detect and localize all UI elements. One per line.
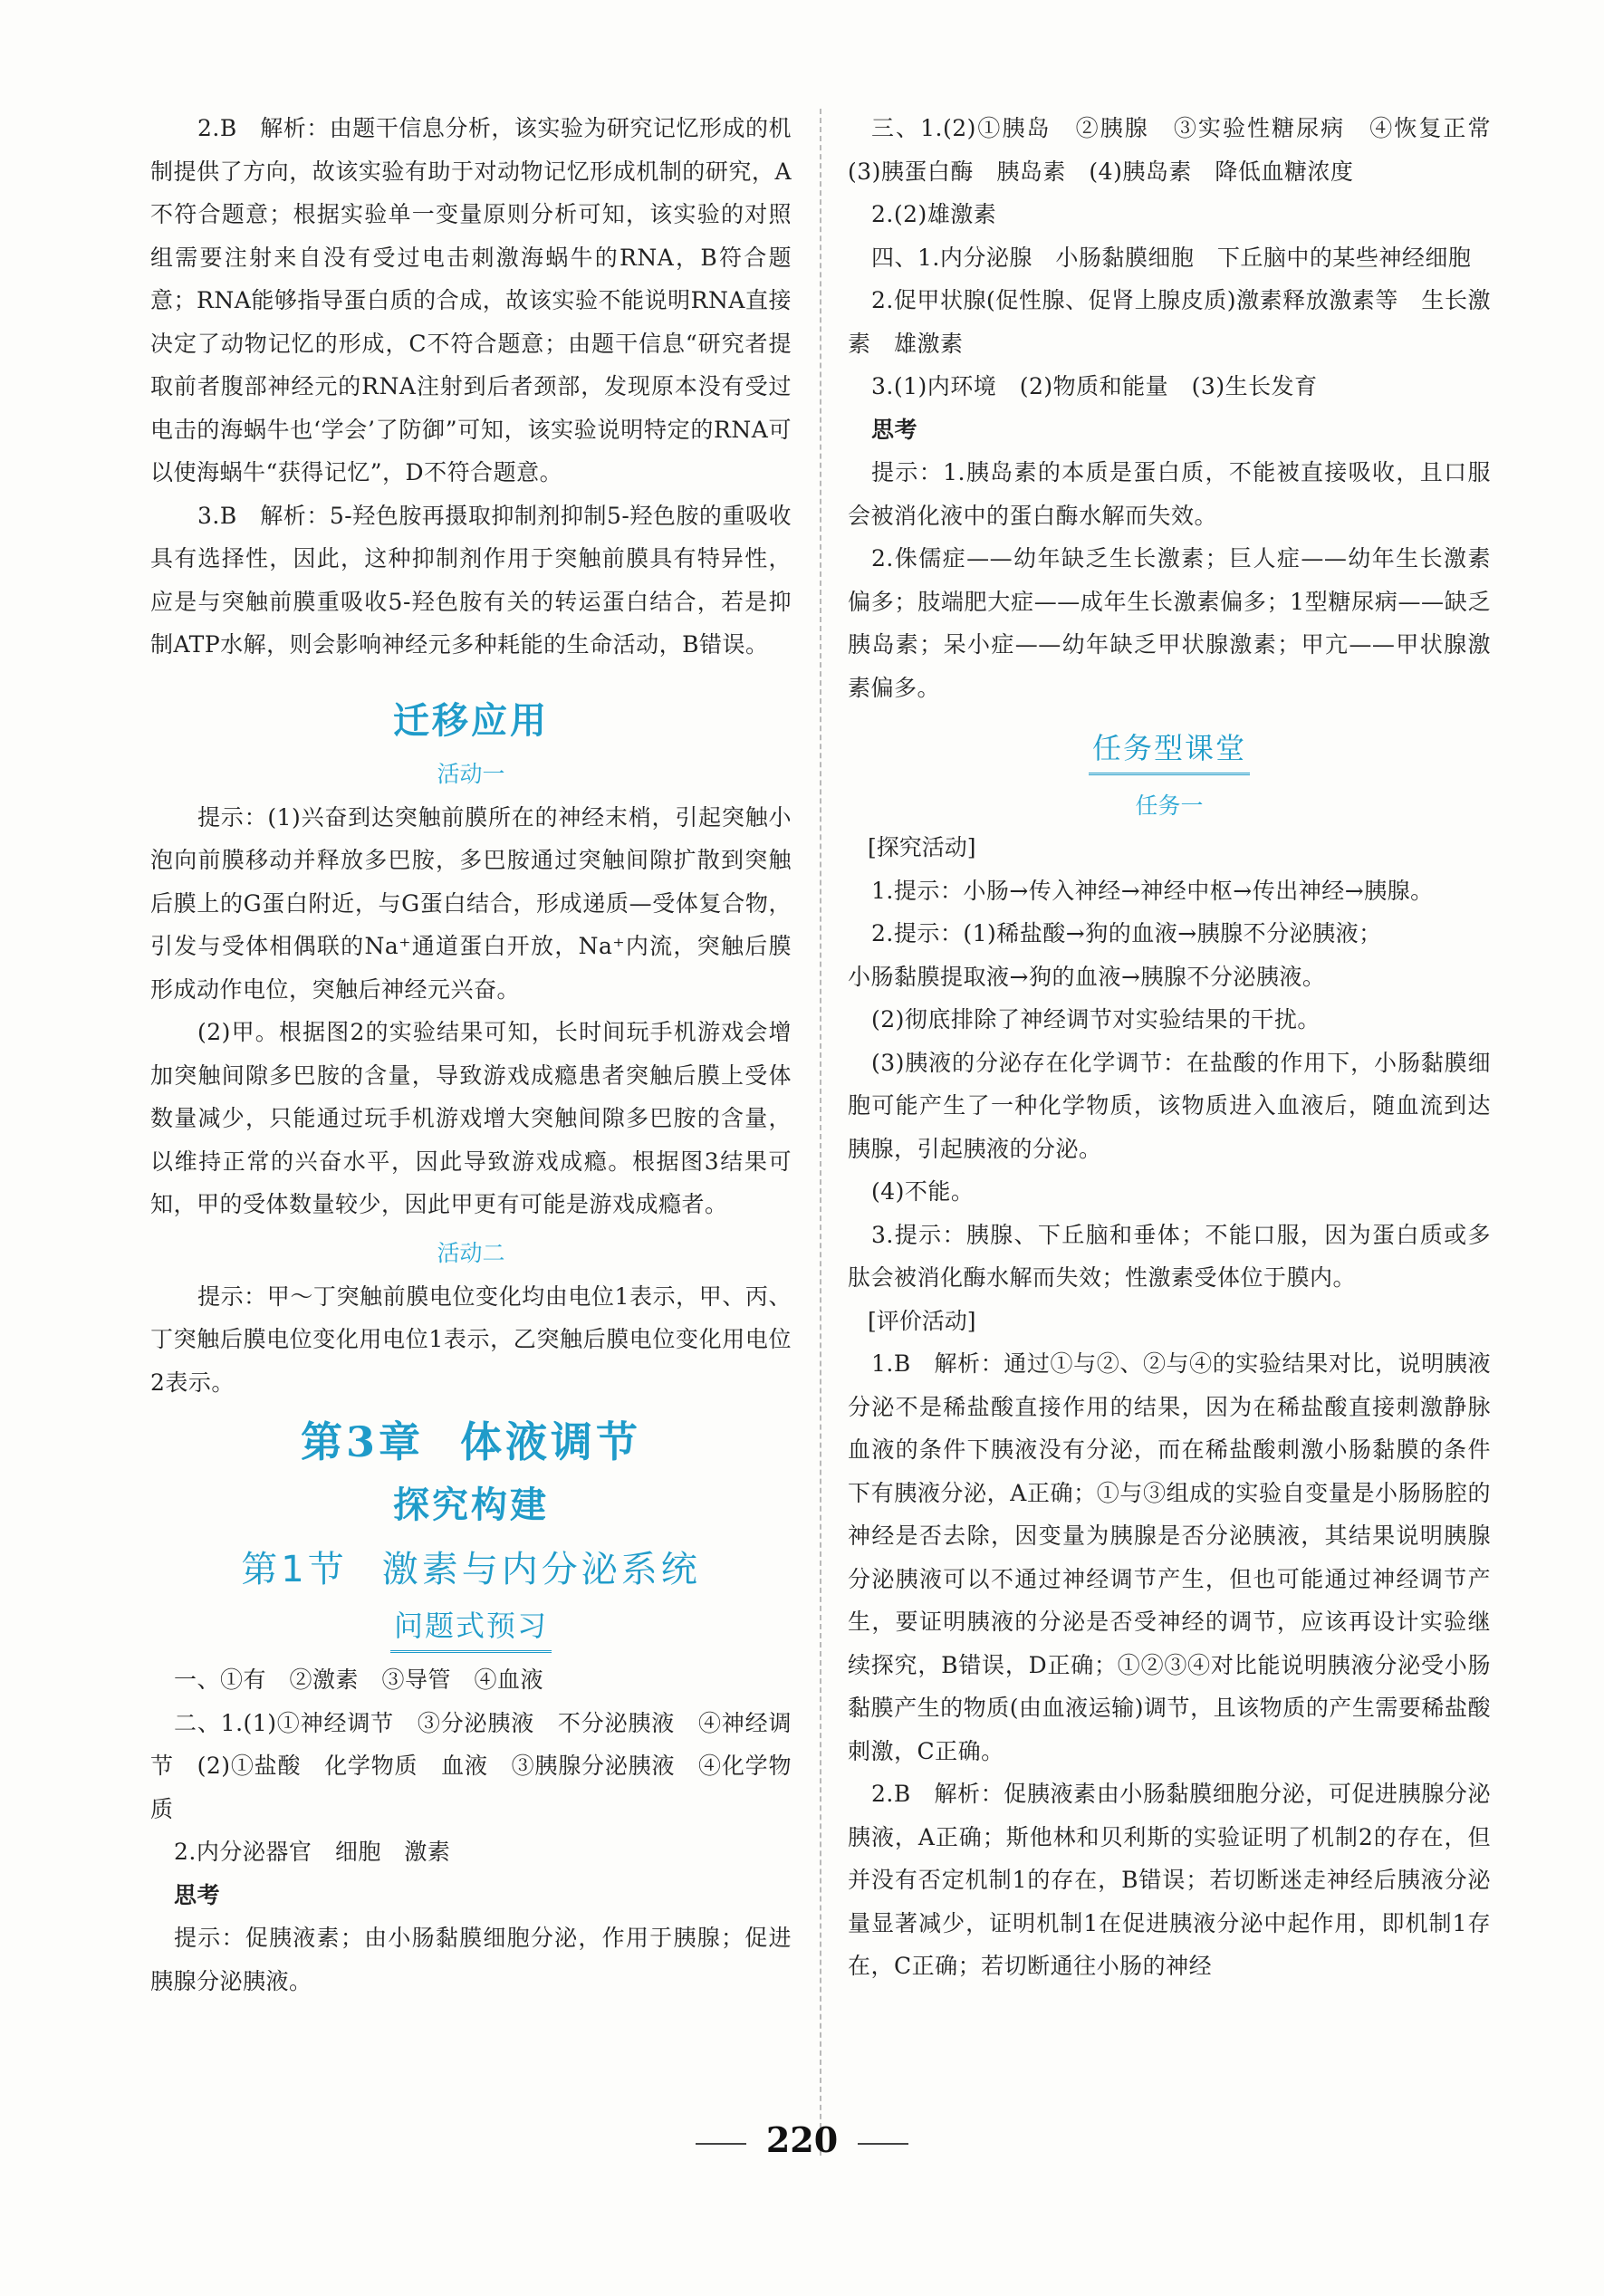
left-column bbox=[150, 107, 792, 2003]
preview-answer-3: 2.内分泌器官 细胞 激素 bbox=[174, 1839, 451, 1865]
explore-answer-2: 2.提示：(1)稀盐酸→狗的血液→胰腺不分泌胰液； bbox=[871, 920, 1382, 946]
explore-answer-2-4: (4)不能。 bbox=[871, 1178, 975, 1205]
page-number-text: 220 bbox=[765, 2119, 839, 2160]
task-class-title: 任务型课堂 bbox=[1089, 725, 1250, 775]
section-number: 第1节 bbox=[241, 1549, 348, 1590]
preview-answer-1: 一、①有 ②激素 ③导管 ④血液 bbox=[174, 1667, 544, 1693]
preview-answer-8: 3.(1)内环境 (2)物质和能量 (3)生长发育 bbox=[871, 373, 1318, 399]
preview-answer-6: 四、1.内分泌腺 小肠黏膜细胞 下丘脑中的某些神经细胞 bbox=[871, 244, 1472, 271]
explore-activity-label: [探究活动] bbox=[868, 834, 976, 860]
activity-1-answer-2: (2)甲。根据图2的实验结果可知，长时间玩手机游戏会增加突触间隙多巴胺的含量，导致游戏成瘾患者突触后膜上受体数量减少，只能通过玩手机游戏增大突触间隙多巴胺的含量，以维持正常的兴奋水平，因此导致游戏成瘾。根据图3结果可知，甲的受体数量较少，因此甲更有可能是游戏成瘾者。 bbox=[150, 1019, 792, 1217]
explore-answer-1: 1.提示：小肠→传入神经→神经中枢→传出神经→胰腺。 bbox=[871, 877, 1434, 904]
chapter-name: 体液调节 bbox=[460, 1417, 641, 1466]
preview-answer-2: 二、1.(1)①神经调节 ③分泌胰液 不分泌胰液 ④神经调节 (2)①盐酸 化学物质 血液 ③胰腺分泌胰液 ④化学物质 bbox=[150, 1709, 792, 1822]
think-hint-2: 2.侏儒症——幼年缺乏生长激素；巨人症——幼年生长激素偏多；肢端肥大症——成年生长激素偏多；1型糖尿病——缺乏胰岛素；呆小症——幼年缺乏甲状腺激素；甲亢——甲状腺激素偏多。 bbox=[848, 545, 1491, 701]
chapter-number: 第3章 bbox=[300, 1417, 424, 1466]
task-1-title: 任务一 bbox=[1135, 793, 1204, 819]
chapter-title bbox=[150, 1409, 792, 1469]
preview-answer-4: 三、1.(2)①胰岛 ②胰腺 ③实验性糖尿病 ④恢复正常 (3)胰蛋白酶 胰岛素 (4)胰岛素 降低血糖浓度 bbox=[848, 115, 1514, 185]
page-number bbox=[0, 2119, 1604, 2160]
think-hint: 提示：促胰液素；由小肠黏膜细胞分泌，作用于胰腺；促进胰腺分泌胰液。 bbox=[150, 1925, 792, 1994]
section-name: 激素与内分泌系统 bbox=[381, 1549, 701, 1590]
explore-answer-2b: 小肠黏膜提取液→狗的血液→胰腺不分泌胰液。 bbox=[848, 963, 1326, 990]
eval-answer-1: 1.B 解析：通过①与②、②与④的实验结果对比，说明胰液分泌不是稀盐酸直接作用的结果，因为在稀盐酸直接刺激静脉血液的条件下胰液没有分泌，而在稀盐酸刺激小肠黏膜的条件下有胰液分泌，A正确；①与③组成的实验自变量是小肠肠腔的神经是否去除，因变量为胰腺是否分泌胰液，其结果说明胰腺分泌胰液可以不通过神经调节产生，但也可能通过神经调节产生，要证明胰液的分泌是否受神经的调节，应该再设计实验继续探究，B错误，D正确；①②③④对比能说明胰液分泌受小肠黏膜产生的物质(由血液运输)调节，且该物质的产生需要稀盐酸刺激，C正确。 bbox=[848, 1350, 1491, 1764]
activity-2-title: 活动二 bbox=[437, 1239, 505, 1266]
eval-activity-label: [评价活动] bbox=[868, 1307, 976, 1334]
explore-build-title: 探究构建 bbox=[393, 1484, 549, 1526]
activity-2-hint: 提示：甲～丁突触前膜电位变化均由电位1表示，甲、丙、丁突触后膜电位变化用电位1表示，乙突触后膜电位变化用电位2表示。 bbox=[150, 1282, 792, 1396]
think-label: 思考 bbox=[174, 1881, 221, 1908]
answer-3b: 3.B 解析：5-羟色胺再摄取抑制剂抑制5-羟色胺的重吸收具有选择性，因此，这种抑制剂作用于突触前膜具有特异性，应是与突触前膜重吸收5-羟色胺有关的转运蛋白结合，若是抑制ATP水解，则会影响神经元多种耗能的生命活动，B错误。 bbox=[150, 502, 792, 658]
section-title bbox=[150, 1541, 792, 1592]
preview-answer-7: 2.促甲状腺(促性腺、促肾上腺皮质)激素释放激素等 生长激素 雄激素 bbox=[848, 287, 1491, 357]
right-column bbox=[848, 107, 1514, 1988]
explore-answer-2-3: (3)胰液的分泌存在化学调节：在盐酸的作用下，小肠黏膜细胞可能产生了一种化学物质，该物质进入血液后，随血流到达胰腺，引起胰液的分泌。 bbox=[848, 1049, 1491, 1162]
preview-title: 问题式预习 bbox=[390, 1603, 552, 1653]
column-divider bbox=[820, 109, 821, 2156]
eval-answer-2: 2.B 解析：促胰液素由小肠黏膜细胞分泌，可促进胰腺分泌胰液，A正确；斯他林和贝利斯的实验证明了机制2的存在，但并没有否定机制1的存在，B错误；若切断迷走神经后胰液分泌量显著减少，证明机制1在促进胰液分泌中起作用，即机制1存在，C正确；若切断通往小肠的神经 bbox=[848, 1781, 1491, 1979]
preview-answer-5: 2.(2)雄激素 bbox=[871, 201, 997, 227]
think-label-right: 思考 bbox=[871, 416, 918, 443]
section-title-transfer: 迁移应用 bbox=[393, 699, 549, 742]
explore-answer-3: 3.提示：胰腺、下丘脑和垂体；不能口服，因为蛋白质或多肽会被消化酶水解而失效；性激素受体位于膜内。 bbox=[848, 1221, 1491, 1291]
activity-1-title: 活动一 bbox=[437, 760, 505, 787]
activity-1-hint: 提示：(1)兴奋到达突触前膜所在的神经末梢，引起突触小泡向前膜移动并释放多巴胺，多巴胺通过突触间隙扩散到突触后膜上的G蛋白附近，与G蛋白结合，形成递质—受体复合物，引发与受体相偶联的Na⁺通道蛋白开放，Na⁺内流，突触后膜形成动作电位，突触后神经元兴奋。 bbox=[150, 803, 792, 1003]
explore-answer-2-2: (2)彻底排除了神经调节对实验结果的干扰。 bbox=[871, 1006, 1321, 1033]
answer-2b: 2.B 解析：由题干信息分析，该实验为研究记忆形成的机制提供了方向，故该实验有助于对动物记忆形成机制的研究，A不符合题意；根据实验单一变量原则分析可知，该实验的对照组需要注射来自没有受过电击刺激海蜗牛的RNA，B符合题意；RNA能够指导蛋白质的合成，故该实验不能说明RNA直接决定了动物记忆的形成，C不符合题意；由题干信息“研究者提取前者腹部神经元的RNA注射到后者颈部，发现原本没有受过电击的海蜗牛也‘学会’了防御”可知，该实验说明特定的RNA可以使海蜗牛“获得记忆”，D不符合题意。 bbox=[150, 115, 792, 485]
think-hint-1: 提示：1.胰岛素的本质是蛋白质，不能被直接吸收，且口服会被消化液中的蛋白酶水解而失效。 bbox=[848, 459, 1491, 529]
